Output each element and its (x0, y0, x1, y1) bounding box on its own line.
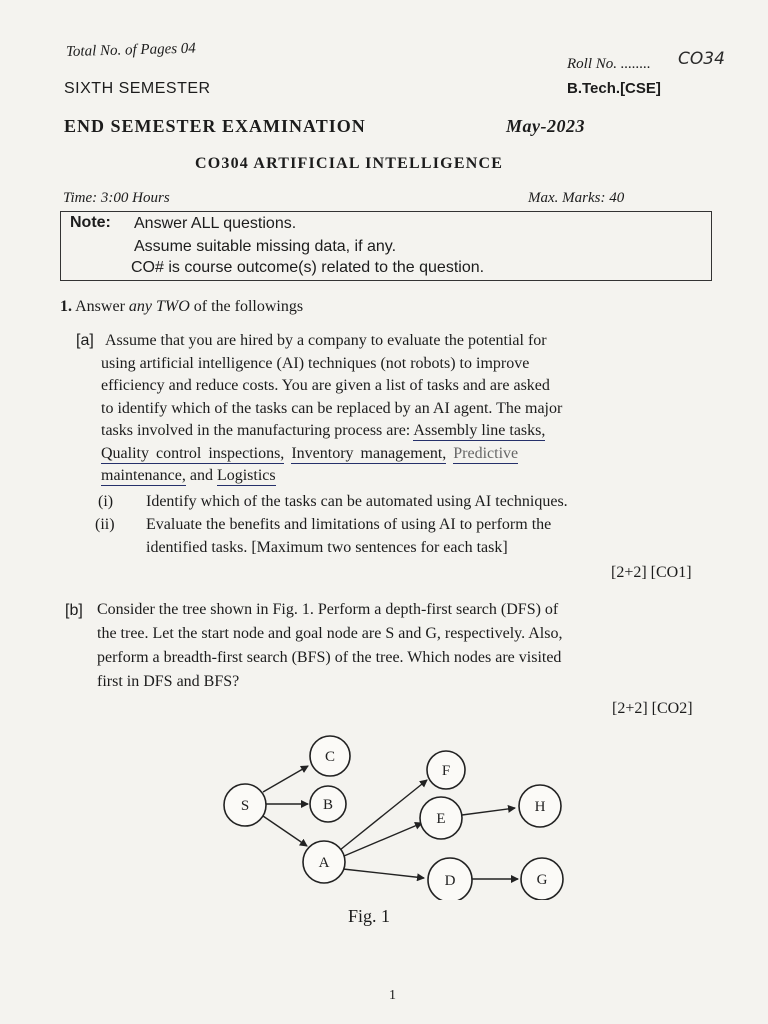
sub-ii-text: Evaluate the benefits and limitations of using AI to perform the (146, 516, 552, 533)
edge-s-a (263, 816, 307, 846)
note-label: Note: (70, 214, 111, 231)
roll-no-label: Roll No. ........ (567, 56, 651, 72)
part-b-line-2: the tree. Let the start node and goal node are S and G, respectively. Also, (97, 625, 563, 642)
node-e (420, 797, 462, 839)
node-d-label: D (444, 873, 456, 889)
node-b (310, 786, 346, 822)
edge-e-h (462, 808, 515, 815)
question-prefix: Answer (75, 298, 125, 315)
exam-title: END SEMESTER EXAMINATION (64, 116, 366, 136)
note-line-3: CO# is course outcome(s) related to the question. (131, 259, 485, 276)
question-1-heading (60, 298, 303, 316)
node-f (427, 751, 465, 789)
task-and: and (189, 467, 213, 484)
part-a-line-5 (101, 422, 545, 440)
node-h-label: H (534, 799, 546, 815)
note-line-2: Assume suitable missing data, if any. (134, 238, 397, 255)
question-suffix: of the followings (193, 298, 304, 315)
edge-a-d (343, 869, 424, 878)
note-line-1: Answer ALL questions. (134, 215, 297, 232)
page-number: 1 (389, 988, 396, 1003)
part-a-line-2: using artificial intelligence (AI) techniques (not robots) to improve (101, 355, 530, 372)
task-assembly: Assembly line tasks, (413, 422, 546, 439)
node-c (310, 736, 350, 776)
part-a-label: [a] (76, 332, 94, 349)
edge-s-c (263, 766, 308, 792)
node-c-label: C (324, 749, 336, 765)
node-b-label: B (322, 797, 334, 813)
sub-i-text: Identify which of the tasks can be automated using AI techniques. (146, 493, 568, 510)
course-title: CO304 ARTIFICIAL INTELLIGENCE (195, 155, 504, 172)
tree-diagram (210, 728, 590, 900)
exam-month: May-2023 (506, 116, 585, 136)
part-b-line-4: first in DFS and BFS? (97, 673, 240, 690)
part-a-line-1: Assume that you are hired by a company to evaluate the potential for (105, 332, 547, 349)
task-quality: Quality control inspections, (101, 445, 285, 462)
part-b-line-1: Consider the tree shown in Fig. 1. Perform a depth-first search (DFS) of (97, 601, 559, 618)
total-pages: Total No. of Pages 04 (65, 40, 197, 60)
node-e-label: E (436, 811, 446, 827)
max-marks: Max. Marks: 40 (528, 190, 625, 206)
question-number: 1. (60, 298, 72, 315)
part-a-line-3: efficiency and reduce costs. You are given a list of tasks and are asked (101, 377, 550, 394)
node-s-label: S (240, 798, 250, 814)
node-h (519, 785, 561, 827)
node-g (521, 858, 563, 900)
task-inventory: Inventory management, (291, 445, 447, 462)
edge-a-e (344, 823, 422, 856)
part-b-line-3: perform a breadth-first search (BFS) of the tree. Which nodes are visited (97, 649, 562, 666)
part-a-line-7 (101, 467, 276, 485)
node-a-label: A (318, 855, 330, 871)
part-b-marks: [2+2] [CO2] (612, 700, 693, 717)
node-s (224, 784, 266, 826)
node-f-label: F (441, 763, 451, 779)
task-logistics: Logistics (216, 467, 276, 484)
sub-ii-text-cont: identified tasks. [Maximum two sentences for each task] (146, 539, 508, 556)
part-b-label: [b] (65, 602, 83, 619)
task-predictive: Predictive (453, 445, 519, 462)
node-g-label: G (536, 872, 548, 888)
part-a-line-5-text: tasks involved in the manufacturing process are: (101, 422, 411, 439)
node-a (303, 841, 345, 883)
node-d (428, 858, 472, 900)
program: B.Tech.[CSE] (567, 80, 661, 97)
part-a-line-6 (101, 445, 518, 463)
part-a-marks: [2+2] [CO1] (611, 564, 692, 581)
task-maintenance: maintenance, (101, 467, 186, 484)
exam-time: Time: 3:00 Hours (63, 190, 170, 206)
sub-ii-number: (ii) (95, 516, 115, 533)
sub-i-number: (i) (98, 493, 114, 510)
question-emphasis: any TWO (128, 298, 190, 315)
figure-caption: Fig. 1 (348, 906, 391, 926)
part-a-line-4: to identify which of the tasks can be replaced by an AI agent. The major (101, 400, 563, 417)
roll-no-handwritten: CO34 (678, 49, 725, 69)
semester: SIXTH SEMESTER (64, 80, 211, 97)
